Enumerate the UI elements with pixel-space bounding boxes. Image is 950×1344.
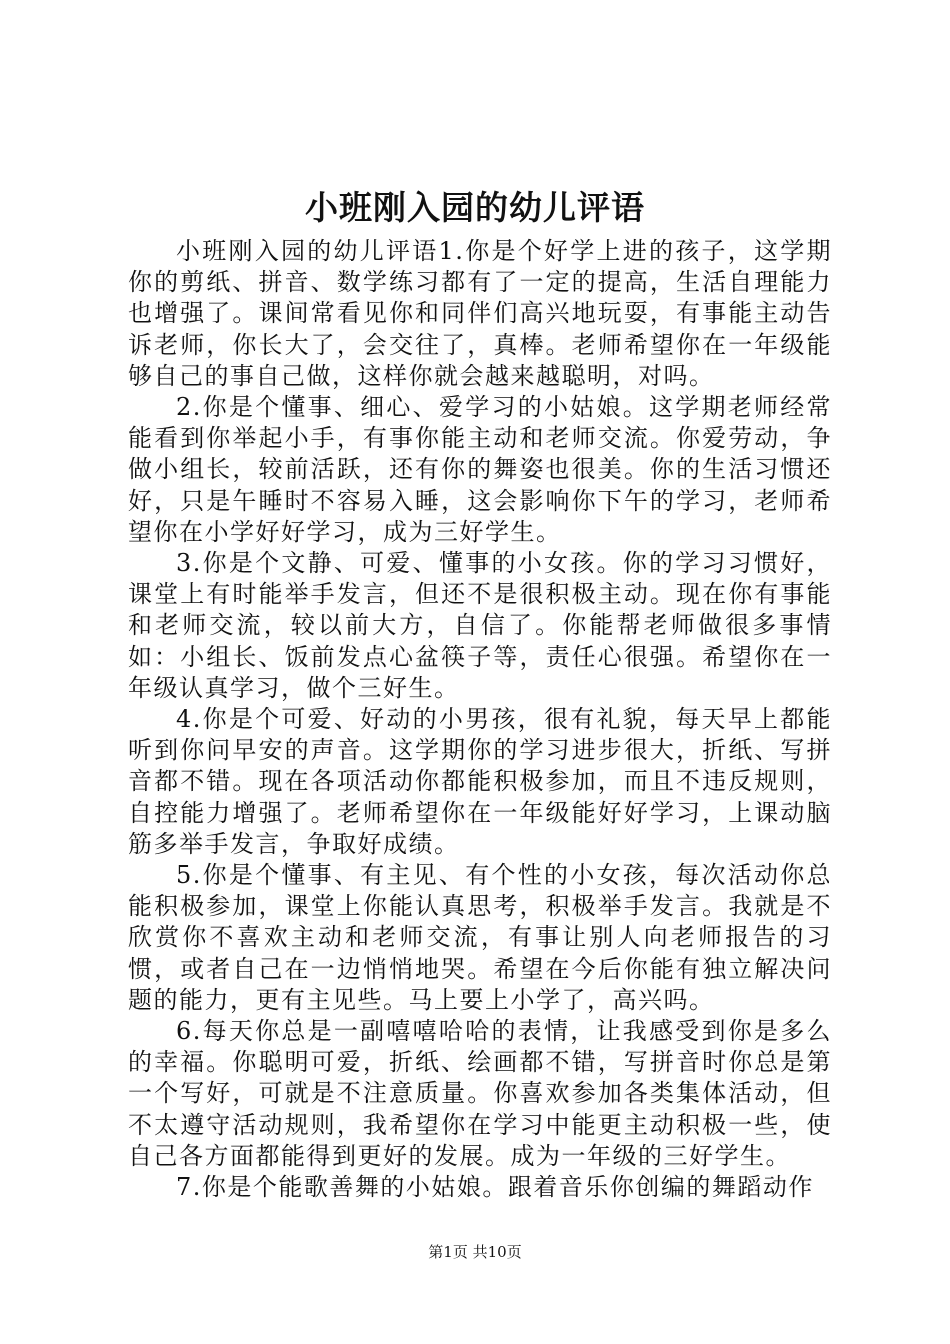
document-title: 小班刚入园的幼儿评语 [305, 188, 645, 227]
paragraph-4: 4.你是个可爱、好动的小男孩，很有礼貌，每天早上都能听到你问早安的声音。这学期你的学习进步很大，折纸、写拼音都不错。现在各项活动你都能积极参加，而且不违反规则，自控能力增强了。老师希望你在一年级能好好学习，上课动脑筋多举手发言，争取好成绩。 [128, 705, 832, 858]
paragraph-1: 小班刚入园的幼儿评语1.你是个好学上进的孩子，这学期你的剪纸、拼音、数学练习都有了一定的提高，生活自理能力也增强了。课间常看见你和同伴们高兴地玩耍，有事能主动告诉老师，你长大了，会交往了，真棒。老师希望你在一年级能够自己的事自己做，这样你就会越来越聪明，对吗。 [128, 237, 832, 390]
document-body [128, 236, 832, 1203]
paragraph-6: 6.每天你总是一副嘻嘻哈哈的表情，让我感受到你是多么的幸福。你聪明可爱，折纸、绘画都不错，写拼音时你总是第一个写好，可就是不注意质量。你喜欢参加各类集体活动，但不太遵守活动规则，我希望你在学习中能更主动积极一些，使自己各方面都能得到更好的发展。成为一年级的三好学生。 [128, 1017, 832, 1170]
paragraph-3: 3.你是个文静、可爱、懂事的小女孩。你的学习习惯好，课堂上有时能举手发言，但还不是很积极主动。现在你有事能和老师交流，较以前大方，自信了。你能帮老师做很多事情如：小组长、饭前发点心盆筷子等，责任心很强。希望你在一年级认真学习，做个三好生。 [128, 549, 832, 702]
paragraph-2: 2.你是个懂事、细心、爱学习的小姑娘。这学期老师经常能看到你举起小手，有事你能主动和老师交流。你爱劳动，争做小组长，较前活跃，还有你的舞姿也很美。你的生活习惯还好，只是午睡时不容易入睡，这会影响你下午的学习，老师希望你在小学好好学习，成为三好学生。 [128, 393, 832, 546]
paragraph-7: 7.你是个能歌善舞的小姑娘。跟着音乐你创编的舞蹈动作 [176, 1173, 814, 1202]
paragraph-5: 5.你是个懂事、有主见、有个性的小女孩，每次活动你总能积极参加，课堂上你能认真思考，积极举手发言。我就是不欣赏你不喜欢主动和老师交流，有事让别人向老师报告的习惯，或者自己在一边悄悄地哭。希望在今后你能有独立解决问题的能力，更有主见些。马上要上小学了，高兴吗。 [128, 861, 832, 1014]
page-number-footer: 第1页 共10页 [428, 1243, 522, 1261]
